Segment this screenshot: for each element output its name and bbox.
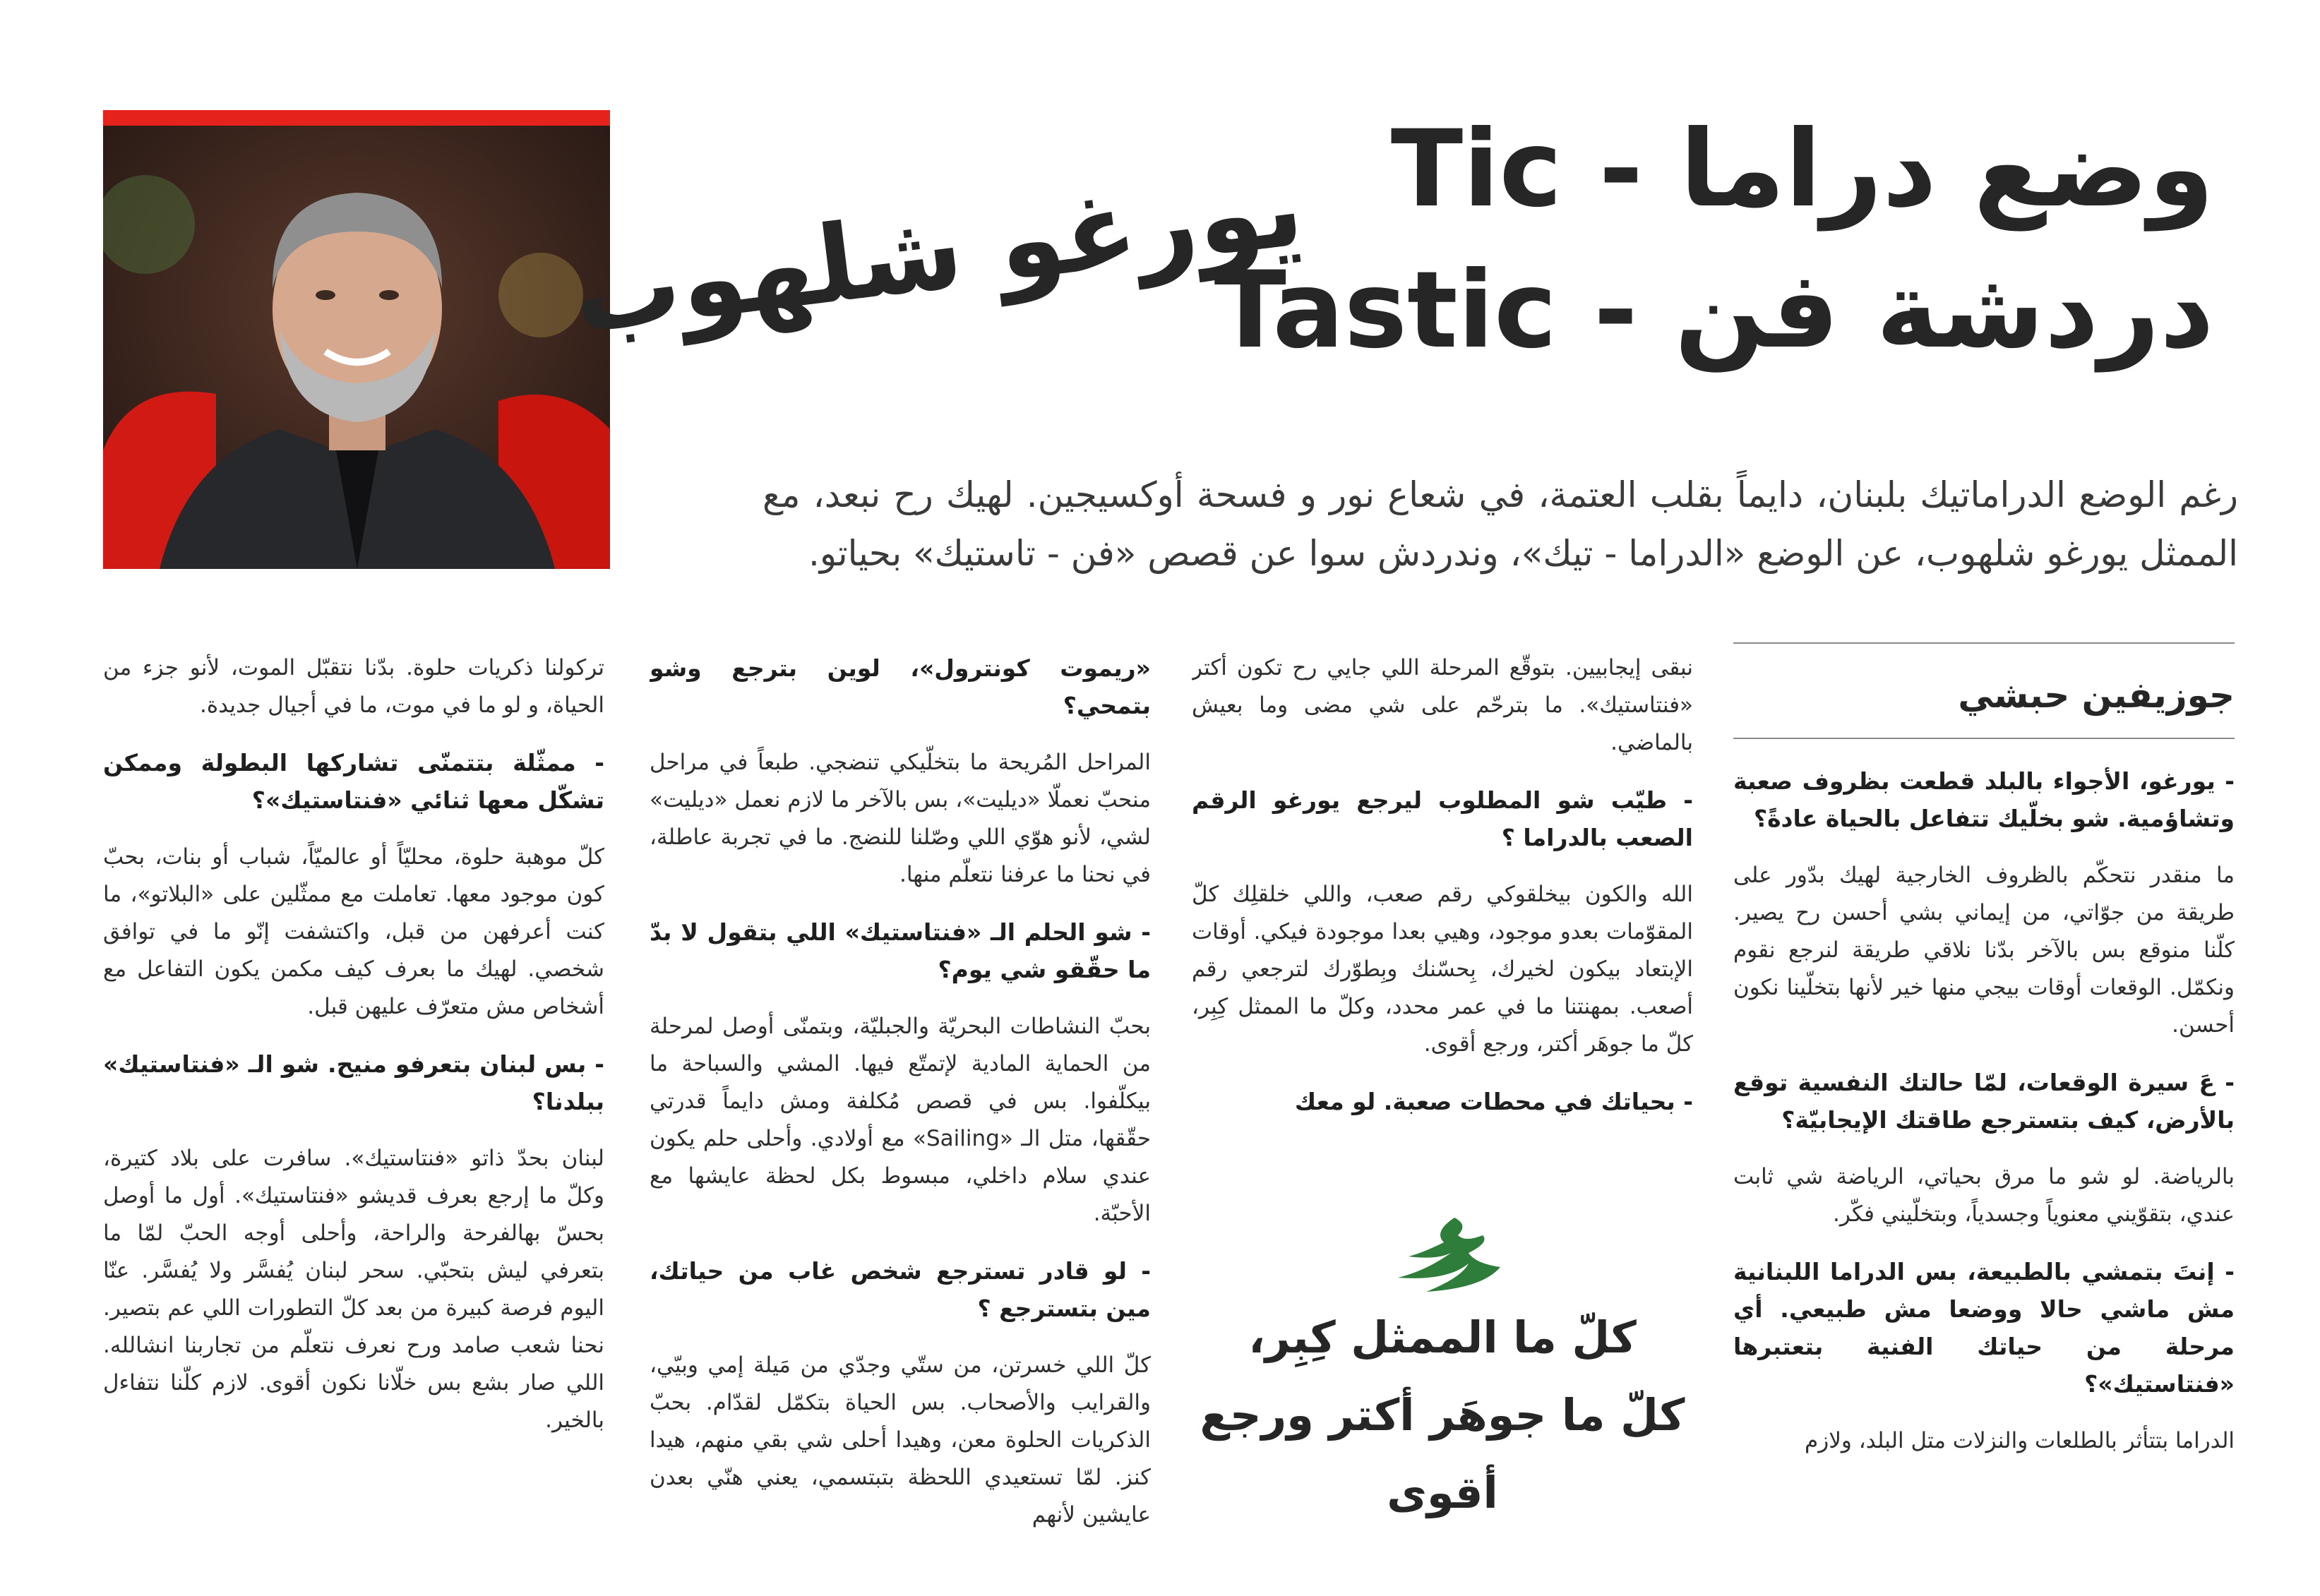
intro-paragraph: رغم الوضع الدراماتيك بلبنان، دايماً بقلب العتمة، في شعاع نور و فسحة أوكسيجين. لهيك رح نبعد، مع الممثل يورغو شلهوب، عن الوضع «الدراما - تيك»، وندردش سوا عن قصص «فن - تاستيك» بحياتو.: [763, 474, 2238, 574]
cedar-logo: [1384, 1214, 1511, 1299]
question: - لو قادر تسترجع شخص غاب من حياتك، مين بتسترجع ؟: [650, 1257, 1151, 1322]
article-column-3: [650, 649, 1151, 1560]
answer: الدراما بتتأثر بالطلعات والنزلات متل البلد، ولازم: [1805, 1428, 2235, 1453]
question: - ممثّلة بتتمنّى تشاركها البطولة وممكن تشكّل معها ثنائي «فنتاستيك»؟: [103, 749, 604, 814]
headline: [1214, 99, 2214, 381]
byline-top-rule: [1733, 642, 2235, 644]
answer: بالرياضة. لو شو ما مرق بحياتي، الرياضة شي ثابت عندي، بتقوّيني معنوياً وجسدياً، وبتخلّيني فكّر.: [1733, 1164, 2235, 1227]
article-column-1: [1733, 762, 2235, 1553]
question: - إنتَ بتمشي بالطبيعة، بس الدراما اللبنانية مش ماشي حالا ووضعا مش طبيعي. أي مرحلة من حياتك الفنية بتعتبرها «فنتاستيك»؟: [1733, 1258, 2235, 1398]
photo-accent-bar: [103, 110, 610, 126]
byline-bottom-rule: [1733, 738, 2235, 739]
pull-quote-line-3: أقوى: [1387, 1467, 1498, 1518]
cedar-icon: [1384, 1214, 1511, 1299]
question: «ريموت كونترول»، لوين بترجع وشو بتمحي؟: [650, 654, 1151, 719]
answer: كلّ اللي خسرتن، من ستّي وجدّي من مَيلة إمي وبيّي، والقرايب والأصحاب. بس الحياة بتكمّل لقدّام. بحبّ الذكريات الحلوة معن، وهيدا أحلى شي بقي منهم، هيدا كنز. لمّا تستعيدي اللحظة بتبتسمي، يعني هنّي بعدن عايشين لأنهم: [650, 1352, 1151, 1528]
article-column-2: [1192, 649, 1693, 1186]
answer: المراحل المُريحة ما بتخلّيكي تنضجي. طبعاً في مراحل منحبّ نعملّا «ديليت»، بس بالآخر ما لازم نعمل «ديليت» لشي، لأنو هوّي اللي وصّلنا للنضج. ما في تجربة عاطلة، في نحنا ما عرفنا نتعلّم منها.: [650, 750, 1151, 887]
portrait-illustration: [103, 126, 610, 569]
question: - يورغو، الأجواء بالبلد قطعت بظروف صعبة وتشاؤمية. شو بخلّيك تتفاعل بالحياة عادةً؟: [1733, 767, 2235, 832]
subject-name: يورغو شلهوب: [567, 146, 1310, 358]
question: - بحياتك في محطات صعبة. لو معك: [1294, 1088, 1693, 1115]
pull-quote-line-2: كلّ ما جوهَر أكتر ورجع: [1200, 1389, 1685, 1441]
byline: جوزيفين حبشي: [1958, 675, 2235, 716]
question: - شو الحلم الـ «فنتاستيك» اللي بتقول لا بدّ ما حقّقو شي يوم؟: [650, 918, 1151, 983]
answer: بحبّ النشاطات البحريّة والجبليّة، وبتمنّى أوصل لمرحلة من الحماية المادية لإتمتّع فيها. المشي والسباحة ما بيكلّفوا. بس في قصص مُكلفة ومش دايماً قدرتي حقّقها، متل الـ «Sailing» مع أولادي. وأحلى حلم يكون عندي سلام داخلي، مبسوط بكل لحظة عايشها مع الأحبّة.: [650, 1014, 1151, 1226]
answer: كلّ موهبة حلوة، محليّاً أو عالميّاً، شباب أو بنات، بحبّ كون موجود معها. تعاملت مع ممثّلين على «البلاتو»، ما كنت أعرفهن من قبل، واكتشفت إنّو ما في توافق شخصي. لهيك ما بعرف كيف مكمن يكون التفاعل مع أشخاص مش متعرّف عليهن قبل.: [103, 844, 604, 1019]
question: - طيّب شو المطلوب ليرجع يورغو الرقم الصعب بالدراما ؟: [1192, 786, 1693, 851]
answer: الله والكون بيخلقوكي رقم صعب، واللي خلقلِك كلّ المقوّمات بعدو موجود، وهيي بعدا موجودة فيكي. أوقات الإبتعاد بيكون لخيرك، بِحسّنك وبِطوّرك لترجعي رقم أصعب. بمهنتنا ما في عمر محدد، وكلّ ما الممثل كِبِر، كلّ ما جوهَر أكتر، ورجع أقوى.: [1192, 882, 1693, 1057]
pull-quote-line-1: كلّ ما الممثل كِبِر،: [1248, 1312, 1637, 1363]
portrait-photo: [103, 126, 610, 569]
answer: ما منقدر نتحكّم بالظروف الخارجية لهيك بدّور على طريقة من جوّاتي، من إيماني بشي أحسن رح يصير. كلّنا منوقع بس بالآخر بدّنا نلاقي طريقة لنرجع نقوم ونكمّل. الوقعات أوقات بيجي منها خير لأنها بتخلّينا نكون أحسن.: [1733, 863, 2235, 1038]
question: - بس لبنان بتعرفو منيح. شو الـ «فنتاستيك» ببلدنا؟: [103, 1050, 604, 1115]
answer: لبنان بحدّ ذاتو «فنتاستيك». سافرت على بلاد كتيرة، وكلّ ما إرجع بعرف قديشو «فنتاستيك». أول ما أوصل بحسّ بهالفرحة والراحة، وأحلى أوجه الحبّ لمّا ما بتعرفي ليش بتحبّي. سحر لبنان يُفسَّر ولا يُفسَّر. عنّا اليوم فرصة كبيرة من بعد كلّ التطورات اللي عم بتصير. نحنا شعب صامد ورح نعرف نتعلّم من تجاربنا انشالله. اللي صار بشع بس خلّانا نكون أقوى. لازم كلّنا نتفاءل بالخير.: [103, 1146, 604, 1433]
answer: تركولنا ذكريات حلوة. بدّنا نتقبّل الموت، لأنو جزء من الحياة، و لو ما في موت، ما في أجيال جديدة.: [103, 655, 604, 718]
question: - عَ سيرة الوقعات، لمّا حالتك النفسية توقع بالأرض، كيف بتسترجع طاقتك الإيجابيّة؟: [1733, 1069, 2235, 1134]
answer: نبقى إيجابيين. بتوقّع المرحلة اللي جايي رح تكون أكتر «فنتاستيك». ما بترحّم على شي مضى وما بعيش بالماضي.: [1192, 655, 1693, 755]
pull-quote: [1192, 1299, 1693, 1532]
headline-line-2: دردشة فن - Tastic: [1214, 249, 2214, 372]
headline-line-1: وضع دراما - Tic: [1390, 108, 2214, 231]
article-column-4: [103, 649, 604, 1560]
